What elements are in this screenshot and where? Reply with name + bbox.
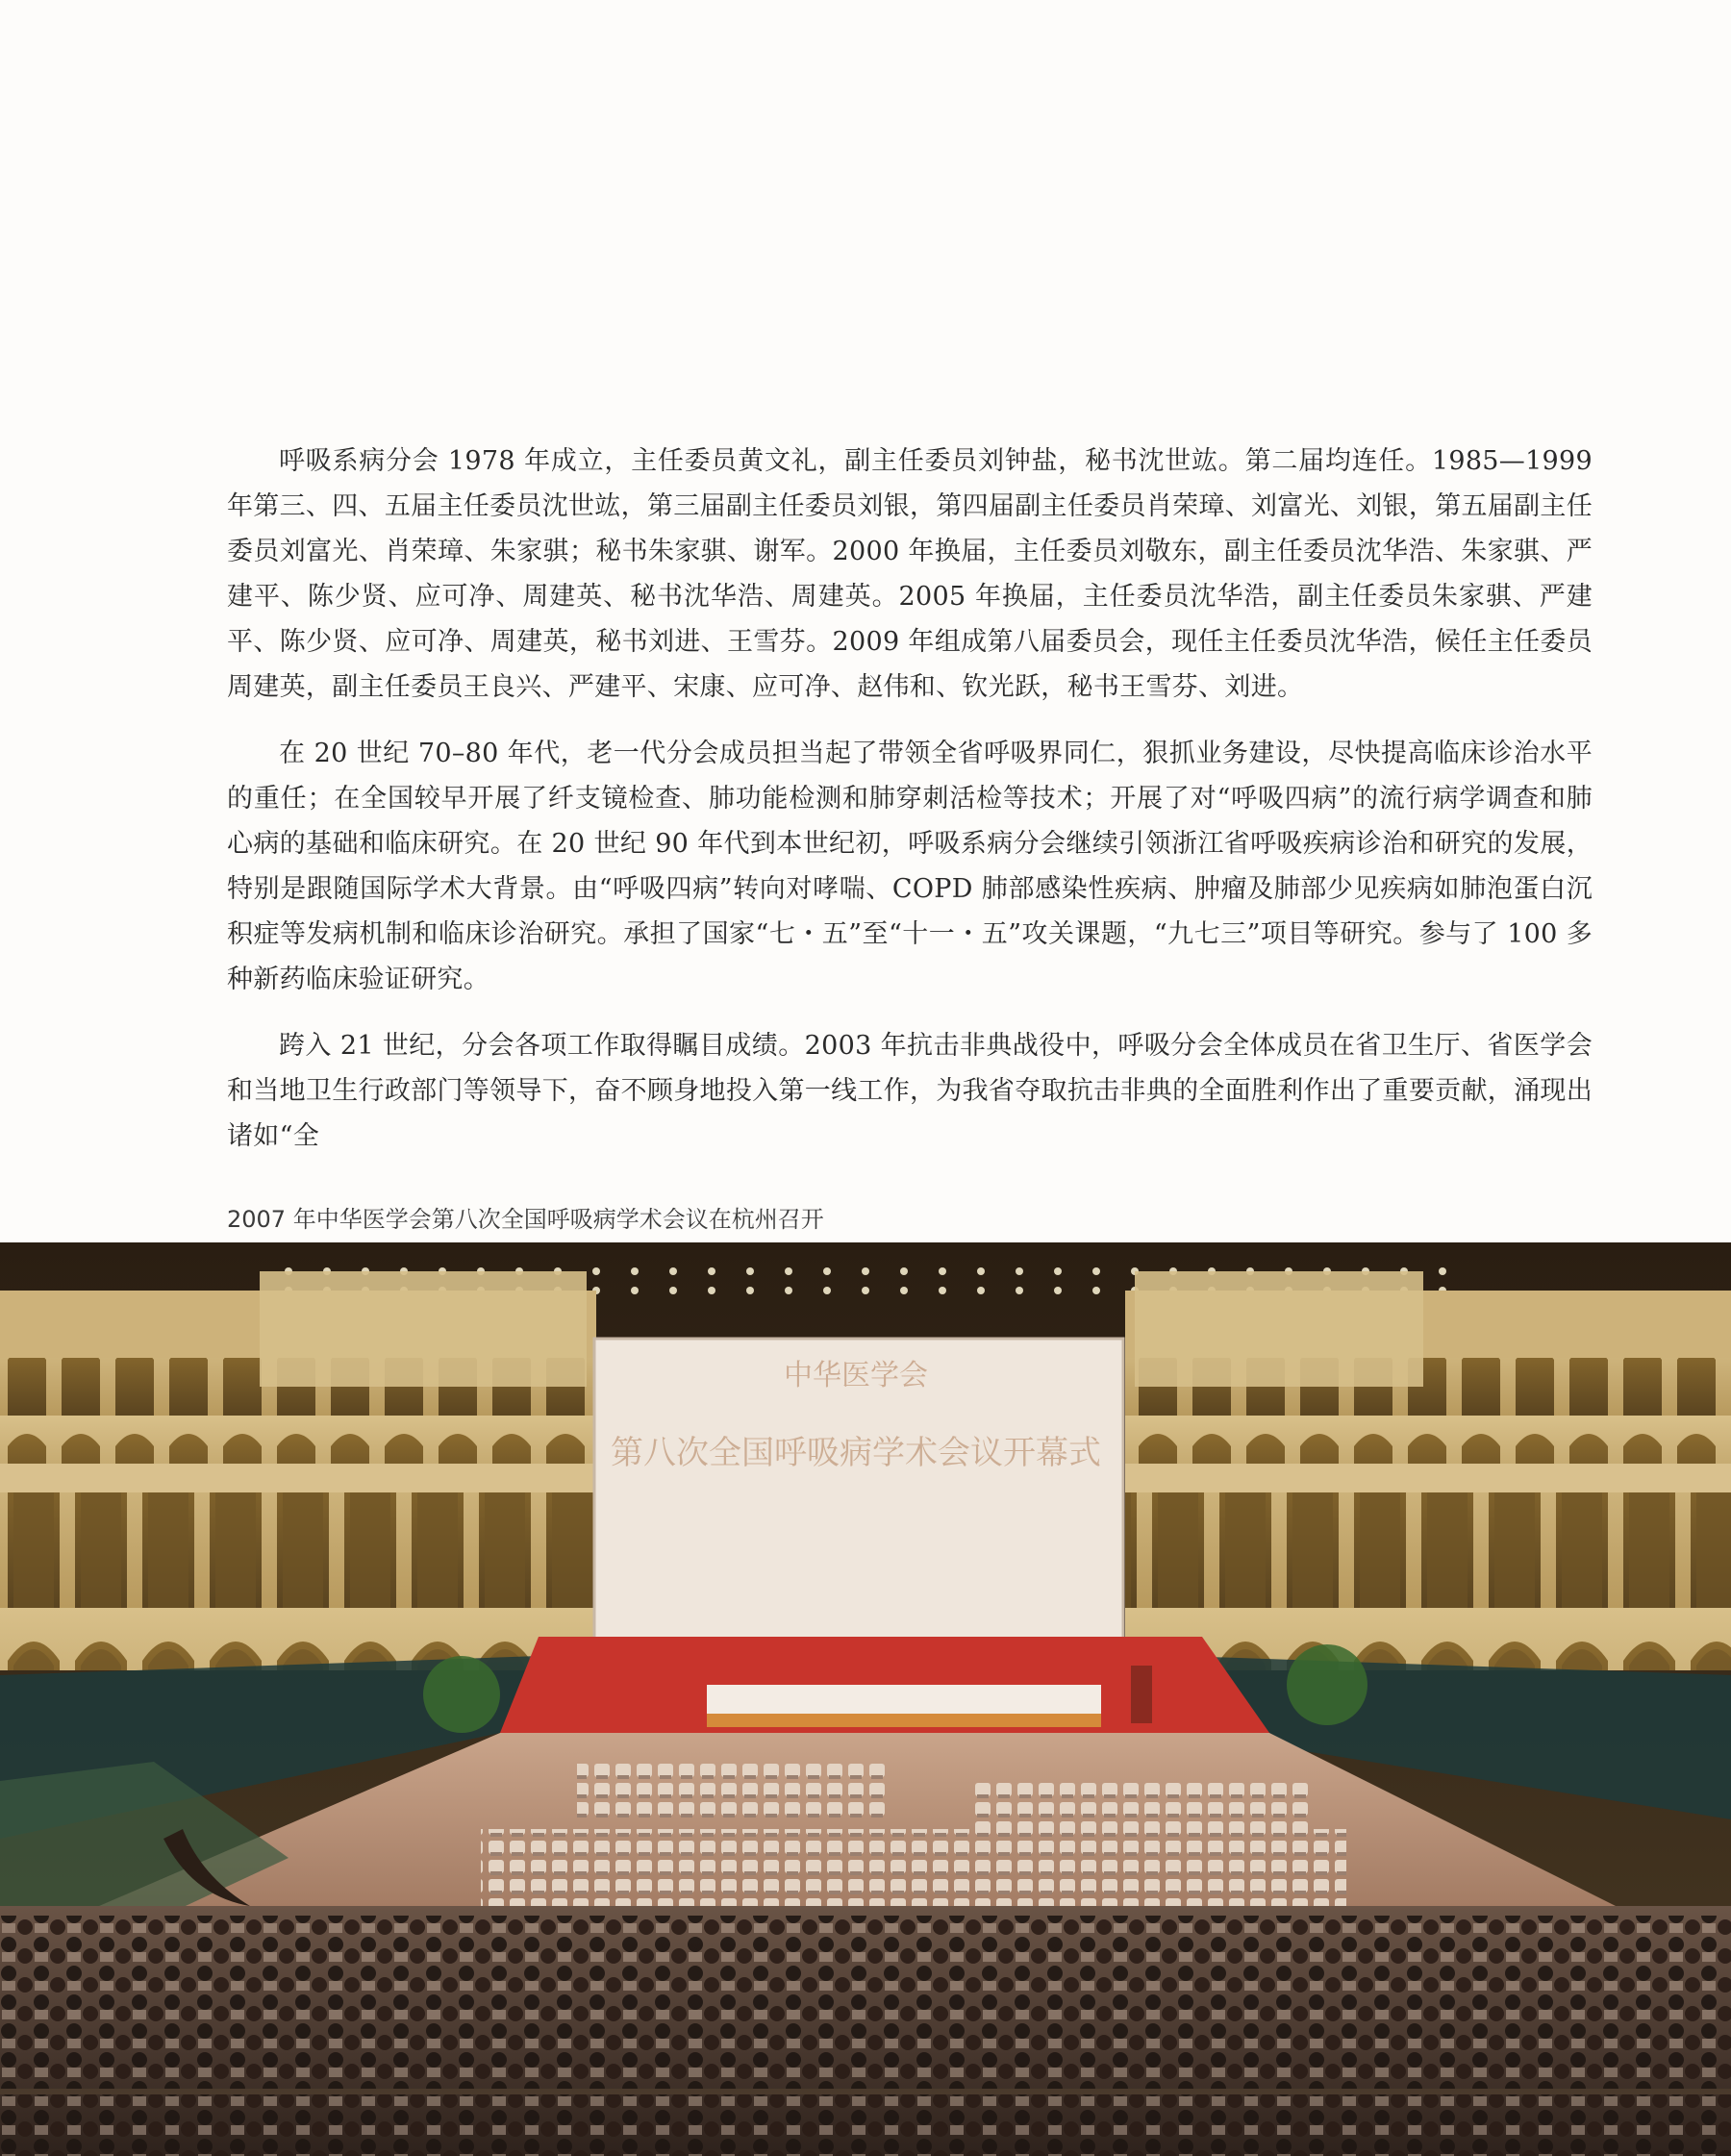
screen-subtitle: 第八次全国呼吸病学术会议开幕式 xyxy=(611,1434,1101,1472)
body-text xyxy=(227,439,1593,1180)
projection-screen xyxy=(594,1339,1123,1646)
front-seats xyxy=(577,1762,885,1819)
plant-right xyxy=(1287,1644,1367,1725)
plant-left xyxy=(423,1656,500,1733)
presidium-flowers xyxy=(707,1714,1101,1727)
audience-rail xyxy=(0,2089,1731,2094)
photo-caption: 2007 年中华医学会第八次全国呼吸病学术会议在杭州召开 xyxy=(227,1206,824,1233)
paragraph: 跨入 21 世纪，分会各项工作取得瞩目成绩。2003 年抗击非典战役中，呼吸分会全体成员在省卫生厅、省医学会和当地卫生行政部门等领导下，奋不顾身地投入第一线工作，为我省夺取抗击非典的全面胜利作出了重要贡献，涌现出诸如“全 xyxy=(227,1031,1593,1151)
left-arcade-wall xyxy=(0,1271,596,1670)
right-arcade-wall xyxy=(1125,1271,1731,1670)
audience-heads xyxy=(0,1916,1731,2156)
conference-hall-photo xyxy=(0,1242,1731,2156)
paragraph: 呼吸系病分会 1978 年成立，主任委员黄文礼，副主任委员刘钟盐，秘书沈世竑。第二届均连任。1985—1999 年第三、四、五届主任委员沈世竑，第三届副主任委员刘银，第四届副主任委员肖荣璋、刘富光、刘银，第五届副主任委员刘富光、肖荣璋、朱家骐；秘书朱家骐、谢军。2000 年换届，主任委员刘敬东，副主任委员沈华浩、朱家骐、严建平、陈少贤、应可净、周建英、秘书沈华浩、周建英。2005 年换届，主任委员沈华浩，副主任委员朱家骐、严建平、陈少贤、应可净、周建英，秘书刘进、王雪芬。2009 年组成第八届委员会，现任主任委员沈华浩，候任主任委员周建英，副主任委员王良兴、严建平、宋康、应可净、赵伟和、钦光跃，秘书王雪芬、刘进。 xyxy=(227,446,1593,702)
presidium-table xyxy=(707,1685,1101,1714)
paragraph: 在 20 世纪 70–80 年代，老一代分会成员担当起了带领全省呼吸界同仁，狠抓业务建设，尽快提高临床诊治水平的重任；在全国较早开展了纤支镜检查、肺功能检测和肺穿刺活检等技术；开展了对“呼吸四病”的流行病学调查和肺心病的基础和临床研究。在 20 世纪 90 年代到本世纪初，呼吸系病分会继续引领浙江省呼吸疾病诊治和研究的发展，特别是跟随国际学术大背景。由“呼吸四病”转向对哮喘、COPD 肺部感染性疾病、肿瘤及肺部少见疾病如肺泡蛋白沉积症等发病机制和临床诊治研究。承担了国家“七・五”至“十一・五”攻关课题，“九七三”项目等研究。参与了 100 多种新药临床验证研究。 xyxy=(227,739,1593,994)
podium xyxy=(1131,1666,1152,1723)
screen-title: 中华医学会 xyxy=(784,1359,928,1392)
middle-seats xyxy=(481,1829,1346,1916)
